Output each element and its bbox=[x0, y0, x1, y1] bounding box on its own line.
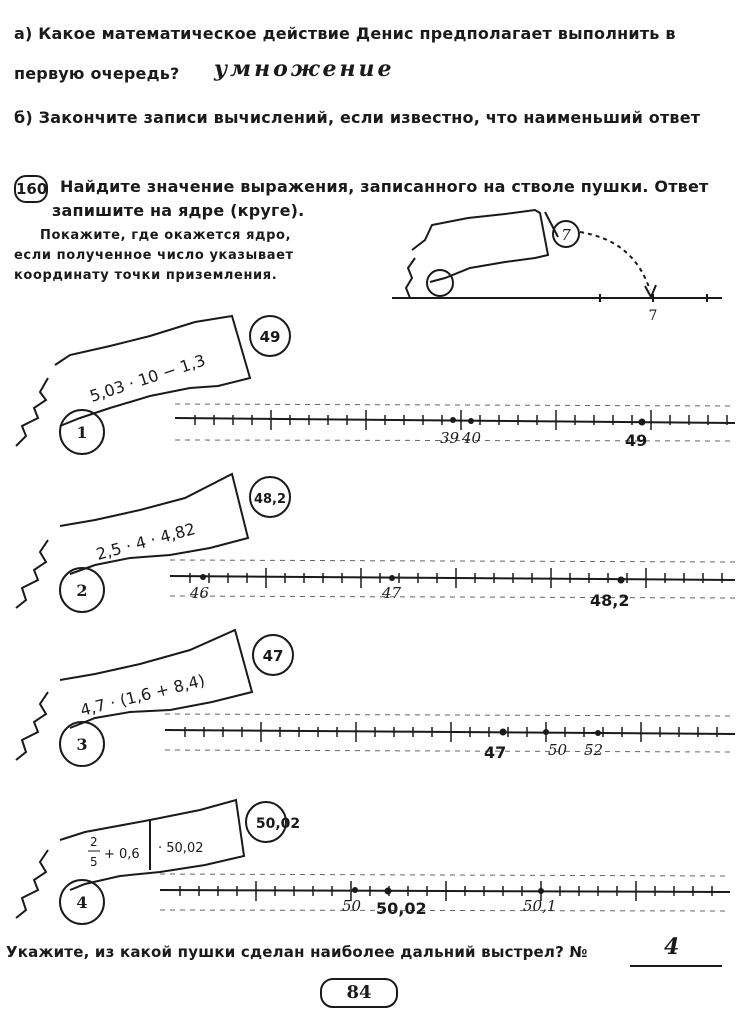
cannon-2-landing-point bbox=[618, 577, 625, 584]
cannon-2-point-47 bbox=[389, 575, 395, 581]
cannon-4-number-line bbox=[160, 890, 730, 892]
example-trajectory bbox=[580, 232, 650, 290]
cannon-1-label-40: 40 bbox=[462, 429, 482, 447]
svg-text:5: 5 bbox=[90, 855, 98, 869]
cannon-3-number-line bbox=[165, 730, 735, 734]
cannon-1-expression: 5,03 · 10 − 1,3 bbox=[87, 350, 208, 406]
task-title-line1: Найдите значение выражения, записанного на стволе пушки. Ответ bbox=[60, 177, 709, 196]
example-arrow bbox=[645, 285, 656, 297]
cannon-3-expression: 4,7 · (1,6 + 8,4) bbox=[78, 670, 207, 720]
cannon-2-label-47: 47 bbox=[382, 584, 402, 602]
cannon-1-number: 1 bbox=[76, 423, 88, 442]
cannon-1-point-40 bbox=[468, 418, 474, 424]
example-tick-label: 7 bbox=[648, 308, 658, 324]
cannon-4-number: 4 bbox=[76, 893, 88, 912]
cannon-2-expression: 2,5 · 4 · 4,82 bbox=[94, 519, 198, 564]
intro-line3: координату точки приземления. bbox=[14, 268, 278, 283]
svg-text:2: 2 bbox=[90, 835, 98, 849]
cannon-3-point-52 bbox=[595, 730, 601, 736]
cannon-3-label-50: 50 bbox=[548, 741, 568, 759]
cannon-4-answer: 50,02 bbox=[255, 816, 301, 832]
cannon-2-number: 2 bbox=[76, 581, 88, 600]
cannon-2-mark: 48,2 bbox=[590, 591, 630, 610]
cannon-3-answer: 47 bbox=[262, 647, 284, 665]
answer-a-handwritten: умножение bbox=[214, 56, 395, 82]
intro-line2: если полученное число указывает bbox=[14, 248, 294, 263]
task-title-line2: запишите на ядре (круге). bbox=[52, 201, 305, 220]
final-answer: 4 bbox=[664, 934, 680, 960]
cannon-4-point-50-1 bbox=[538, 888, 544, 894]
cannon-4-point-50 bbox=[352, 887, 358, 893]
cannon-4-mark: 50,02 bbox=[376, 899, 427, 918]
cannon-1-mark: 49 bbox=[625, 431, 648, 450]
cannon-1-landing-point bbox=[639, 419, 646, 426]
final-question: Укажите, из какой пушки сделан наиболее дальний выстрел? № bbox=[6, 943, 588, 961]
cannon-3-point-50 bbox=[543, 729, 549, 735]
cannon-3-landing-point bbox=[500, 729, 507, 736]
question-b: б) Закончите записи вычислений, если известно, что наименьший ответ bbox=[14, 108, 701, 127]
cannon-4-landing-point bbox=[385, 888, 392, 895]
question-a-cont: первую очередь? bbox=[14, 64, 180, 83]
example-ball-label: 7 bbox=[561, 226, 571, 244]
cannon-4-label-50-1: 50,1 bbox=[523, 897, 557, 915]
cannon-3-number: 3 bbox=[76, 735, 88, 754]
cannon-2-point-46 bbox=[200, 574, 206, 580]
svg-text:+ 0,6: + 0,6 bbox=[104, 847, 140, 862]
cannon-2-label-46: 46 bbox=[190, 584, 210, 602]
intro-line1: Покажите, где окажется ядро, bbox=[40, 228, 292, 243]
cannon-3-mark: 47 bbox=[484, 743, 507, 762]
example-cannon bbox=[406, 210, 558, 298]
cannon-2-number-line bbox=[170, 576, 735, 580]
cannon-1-label-39: 39 bbox=[440, 429, 460, 447]
cannon-1-point-39 bbox=[450, 417, 456, 423]
cannon-2-answer: 48,2 bbox=[253, 492, 287, 507]
question-a: а) Какое математическое действие Денис предполагает выполнить в bbox=[14, 24, 676, 43]
cannon-4-expression bbox=[88, 835, 203, 869]
svg-text:· 50,02: · 50,02 bbox=[158, 841, 204, 856]
cannon-1-answer: 49 bbox=[259, 328, 281, 346]
task-number: 160 bbox=[14, 175, 48, 203]
cannon-3-label-52: 52 bbox=[584, 741, 604, 759]
page-number: 84 bbox=[320, 978, 398, 1008]
cannon-4-label-50: 50 bbox=[342, 897, 362, 915]
